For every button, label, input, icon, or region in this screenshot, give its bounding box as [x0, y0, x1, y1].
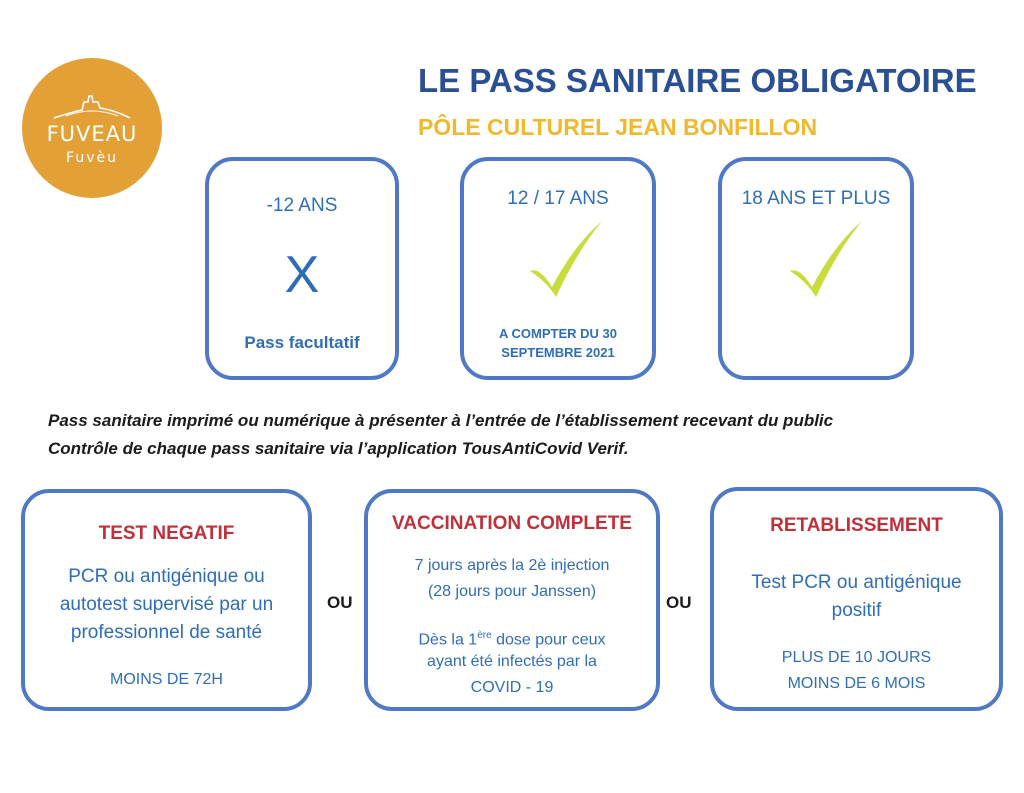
cross-mark: X: [284, 246, 320, 304]
age-box-12-17: [460, 157, 656, 380]
or-separator: OU: [666, 593, 692, 612]
condition-line: (28 jours pour Janssen): [427, 583, 597, 600]
age-note: Pass facultatif: [244, 333, 360, 352]
check-icon: [786, 219, 866, 299]
age-label: -12 ANS: [266, 195, 338, 216]
age-label: 12 / 17 ANS: [507, 188, 609, 209]
info-text: [48, 407, 833, 463]
info-line-1: Pass sanitaire imprimé ou numérique à présenter à l’entrée de l’établissement recevant du public: [48, 411, 834, 430]
condition-box-recovery: [710, 487, 1003, 711]
condition-title: RETABLISSEMENT: [770, 515, 943, 536]
fuveau-logo: [22, 58, 162, 198]
condition-line: Test PCR ou antigénique: [751, 572, 962, 593]
page-title: LE PASS SANITAIRE OBLIGATOIRE: [418, 62, 977, 99]
age-note-line2: SEPTEMBRE 2021: [501, 345, 615, 360]
condition-box-vaccination: [364, 489, 660, 711]
condition-line: ayant été infectés par la: [427, 653, 597, 670]
condition-title: VACCINATION COMPLETE: [392, 513, 632, 534]
age-box-18-plus: [718, 157, 914, 380]
condition-line: PCR ou antigénique ou: [68, 566, 265, 587]
condition-note: PLUS DE 10 JOURS: [781, 649, 932, 666]
condition-note: MOINS DE 6 MOIS: [787, 675, 926, 692]
page-subtitle: PÔLE CULTUREL JEAN BONFILLON: [418, 114, 818, 140]
condition-note: MOINS DE 72H: [110, 671, 223, 688]
condition-line: Dès la 1ère dose pour ceux: [418, 630, 606, 649]
condition-line: 7 jours après la 2è injection: [414, 557, 610, 574]
condition-line: autotest supervisé par un: [59, 594, 274, 615]
logo-name-provencal: Fuvèu: [66, 150, 118, 166]
logo-name: FUVEAU: [46, 122, 138, 146]
condition-line: positif: [831, 600, 882, 621]
age-note-line1: A COMPTER DU 30: [499, 326, 617, 341]
check-icon: [526, 219, 606, 299]
condition-title: TEST NEGATIF: [98, 523, 235, 544]
condition-line: professionnel de santé: [70, 622, 263, 643]
condition-box-test: [21, 489, 312, 711]
info-line-2: Contrôle de chaque pass sanitaire via l’application TousAntiCovid Verif.: [48, 439, 629, 458]
age-label: 18 ANS ET PLUS: [741, 188, 891, 209]
or-separator: OU: [327, 593, 353, 612]
condition-line: COVID - 19: [470, 679, 554, 696]
age-box-under-12: [205, 157, 399, 380]
village-silhouette-icon: [52, 88, 132, 122]
